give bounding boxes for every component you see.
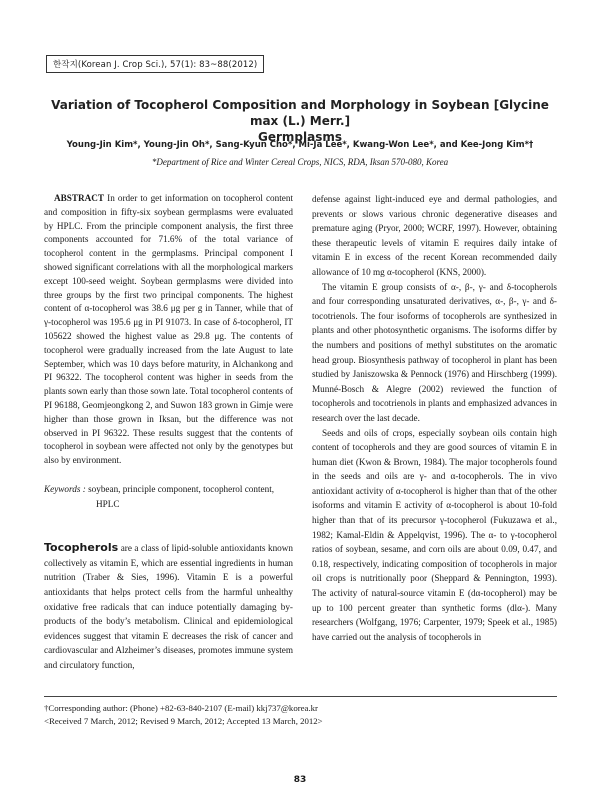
journal-citation: 한작지(Korean J. Crop Sci.), 57(1): 83~88(2012) — [46, 55, 264, 73]
author-list: Young-Jin Kim*, Young-Jin Oh*, Sang-Kyun Cho*, Mi-Ja Lee*, Kwang-Won Lee*, and Kee-Jong Kim*† — [66, 140, 534, 150]
keywords-line-1: soybean, principle component, tocopherol content, — [88, 483, 275, 494]
keywords-line-2: HPLC — [96, 498, 120, 509]
keywords-label: Keywords : — [44, 483, 86, 494]
intro-text: are a class of lipid-soluble antioxidants known collectively as vitamin E, which are essential ingredients in human nutrition (Traber & Sies, 1996). Vitamin E is a powerful antioxidants that helps protect cells from the harmful unhealthy oxidative free radicals that can induce potentially damaging by-products of the body’s metabolism. Clinical and epidemiological evidences suggest that vitamin E decreases the risk of cancer and cardiovascular and Alzheimer’s diseases, promotes immune system and circulatory function, — [44, 543, 294, 670]
paper-title — [40, 97, 560, 145]
introduction — [44, 541, 293, 672]
received-dates: <Received 7 March, 2012; Revised 9 March, 2012; Accepted 13 March, 2012> — [44, 716, 323, 726]
corresponding-author: †Corresponding author: (Phone) +82-63-840-2107 (E-mail) kkj737@korea.kr — [44, 703, 318, 713]
keywords — [44, 482, 293, 497]
abstract-heading: ABSTRACT — [54, 193, 105, 203]
left-column — [44, 192, 293, 672]
right-column — [312, 192, 557, 644]
paragraph-1: defense against light-induced eye and dermal pathologies, and prevents or slows various chronic degenerative diseases and premature aging (Pryor, 2000; WCRF, 1997). However, obtaining these therapeutic levels of vitamin E requires daily intake of vitamin E in excess of the recent Korean recommended daily allowance of 10 mg α-tocopherol (KNS, 2000). — [312, 194, 557, 277]
footnote-divider — [44, 696, 557, 697]
title-line-1: Variation of Tocopherol Composition and Morphology in Soybean [Glycine max (L.) Merr.] — [51, 98, 549, 128]
paragraph-2: The vitamin E group consists of α-, β-, γ- and δ-tocopherols and four corresponding unsaturated derivatives, α-, β-, γ- and δ-tocotrienols. The four isoforms of tocopherols are synthesized in plants and other photosynthetic organisms. The isoforms differ by the numbers and positions of methyl substitutes on the aromatic head group. Biosynthesis pathway of tocopherol in plant has been studied by Janiszowska & Pennock (1976) and Hirschberg (1999). Munné-Bosch & Alegre (2002) reviewed the function of tocopherols and tocotrienols in plants and emphasized advances in research over the last decade. — [312, 281, 557, 423]
abstract-text: In order to get information on tocopherol content and composition in fifty-six soybean germplasms were evaluated by HPLC. From the principle component analysis, the first three components accounted for 71.6% of the total variance of tocopherol content in the germplasms. Principal component I showed significant correlations with all the morphological markers except 100-seed weight. Soybean germplasms were divided into three groups by the first two principal components. The highest content of α-tocopherol was 38.6 μg per g in Tanner, while that of γ-tocopherol was 195.6 μg in PI 91073. In case of δ-tocopherol, IT 105622 showed the highest value as 29.8 μg. The contents of tocopherol were gradually increased from the late August to late September, which was 10 days before maturity, in Alchankong and PI 96322. The tocopherol content was higher in seeds from the plants sown early than those sown late. Total tocopherol contents of PI 96188, Geomjeongkong 2, and Suwon 183 grown in Gimje were higher than those grown in Iksan, but the difference was not observed in PI 96322. These results suggest that the contents of tocopherol in soybean were affected not only by the genotypes but also by environment. — [44, 193, 294, 466]
abstract — [44, 192, 293, 468]
intro-lead-word: Tocopherols — [44, 541, 119, 555]
title-line-2: Germplasms — [258, 130, 342, 144]
footnote — [44, 702, 557, 728]
paragraph-3: Seeds and oils of crops, especially soybean oils contain high content of tocopherols and they are good sources of vitamin E in human diet (Kwon & Brown, 1984). The major tocopherols found in the seeds and oils are γ- and α-tocopherols. The in vivo antioxidant activity of α-tocopherol is higher than that of the other isoforms and vitamin E activity of α-tocopherol is about 10-fold higher than that of its precursor γ-tocopherol (Fukuzawa et al., 1982; Kamal-Eldin & Appelqvist, 1996). The α- to γ-tocopherol ratios of soybean, sesame, and corn oils are about 0.09, 0.47, and 0.18, respectively, indicating composition of tocopherols in major oil crops is nutritionally poor (Sheppard & Pennington, 1993). The activity of natural-source vitamin E (dα-tocopherol) may be up to 100 percent greater than synthetic forms (dlα-). Many researchers (Wolfgang, 1976; Carpenter, 1979; Speek et al., 1985) have carried out the analysis of tocopherols in — [312, 427, 557, 642]
affiliation: *Department of Rice and Winter Cereal Crops, NICS, RDA, Iksan 570-080, Korea — [151, 157, 449, 167]
page-number: 83 — [293, 775, 307, 785]
